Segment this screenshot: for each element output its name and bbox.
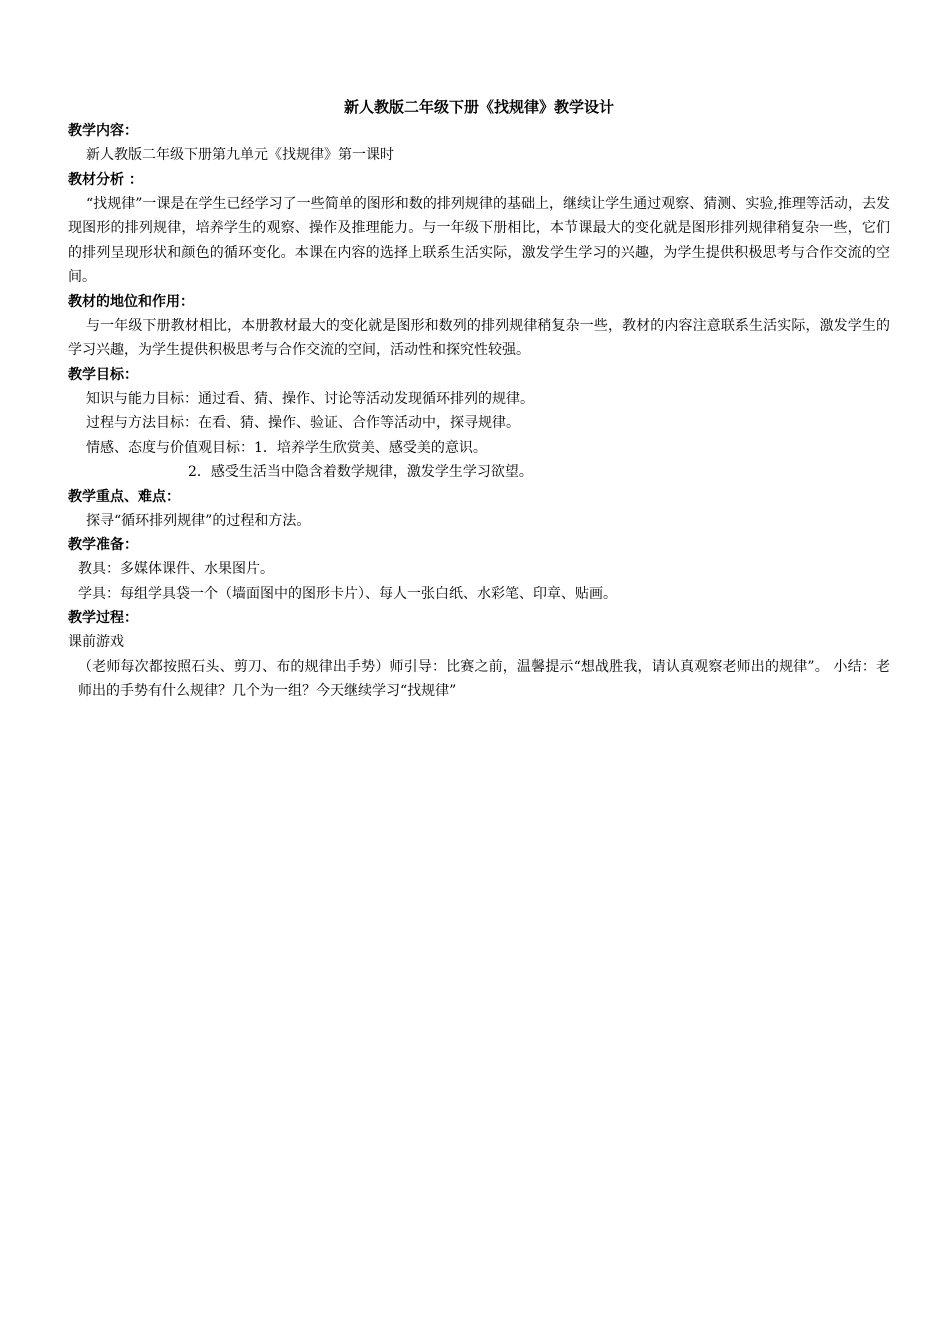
- prep-student: 学具：每组学具袋一个（墙面图中的图形卡片）、每人一张白纸、水彩笔、印章、贴画。: [78, 585, 617, 602]
- section-heading-analysis: 教材分析 ：: [68, 171, 143, 188]
- role-text: 与一年级下册教材相比，本册教材最大的变化就是图形和数列的排列规律稍复杂一些，教材的内容注意联系生活实际，激发学生的学习兴趣，为学生提供积极思考与合作交流的空间，活动性和探究性较强。: [68, 317, 890, 358]
- focus-text: 探寻“循环排列规律”的过程和方法。: [86, 512, 311, 529]
- section-heading-process: 教学过程：: [68, 610, 138, 626]
- content-text: 新人教版二年级下册第九单元《找规律》第一课时: [86, 147, 394, 163]
- prep-teacher: 教具：多媒体课件、水果图片。: [78, 561, 274, 577]
- section-heading-prep: 教学准备：: [68, 537, 138, 553]
- section-heading-content: 教学内容：: [68, 123, 138, 139]
- document-title: 新人教版二年级下册《找规律》教学设计: [343, 98, 614, 116]
- goal-emotion-1: 情感、态度与价值观目标：1．培养学生欣赏美、感受美的意识。: [86, 439, 487, 456]
- goal-emotion-2: 2．感受生活当中隐含着数学规律，激发学生学习欲望。: [188, 464, 533, 480]
- section-heading-focus: 教学重点、难点：: [68, 488, 180, 505]
- analysis-text: “找规律”一课是在学生已经学习了一些简单的图形和数的排列规律的基础上，继续让学生通过观察、猜测、实验,推理等活动，去发现图形的排列规律，培养学生的观察、操作及推理能力。与一年级下册相比，本节课最大的变化就是图形排列规律稍复杂一些，它们的排列呈现形状和颜色的循环变化。本课在内容的选择上联系生活实际，激发学生学习的兴趣，为学生提供积极思考与合作交流的空间。: [68, 195, 890, 285]
- document-page: [68, 95, 890, 704]
- goal-knowledge: 知识与能力目标：通过看、猜、操作、讨论等活动发现循环排列的规律。: [86, 390, 534, 407]
- section-heading-goals: 教学目标：: [68, 366, 138, 383]
- section-heading-role: 教材的地位和作用：: [68, 293, 194, 310]
- goal-process: 过程与方法目标：在看、猜、操作、验证、合作等活动中，探寻规律。: [86, 415, 520, 431]
- process-text: （老师每次都按照石头、剪刀、布的规律出手势）师引导：比赛之前，温馨提示“想战胜我，请认真观察老师出的规律”。 小结：老师出的手势有什么规律？几个为一组？今天继续学习“找规律”: [78, 658, 890, 699]
- process-subheading: 课前游戏: [68, 634, 124, 650]
